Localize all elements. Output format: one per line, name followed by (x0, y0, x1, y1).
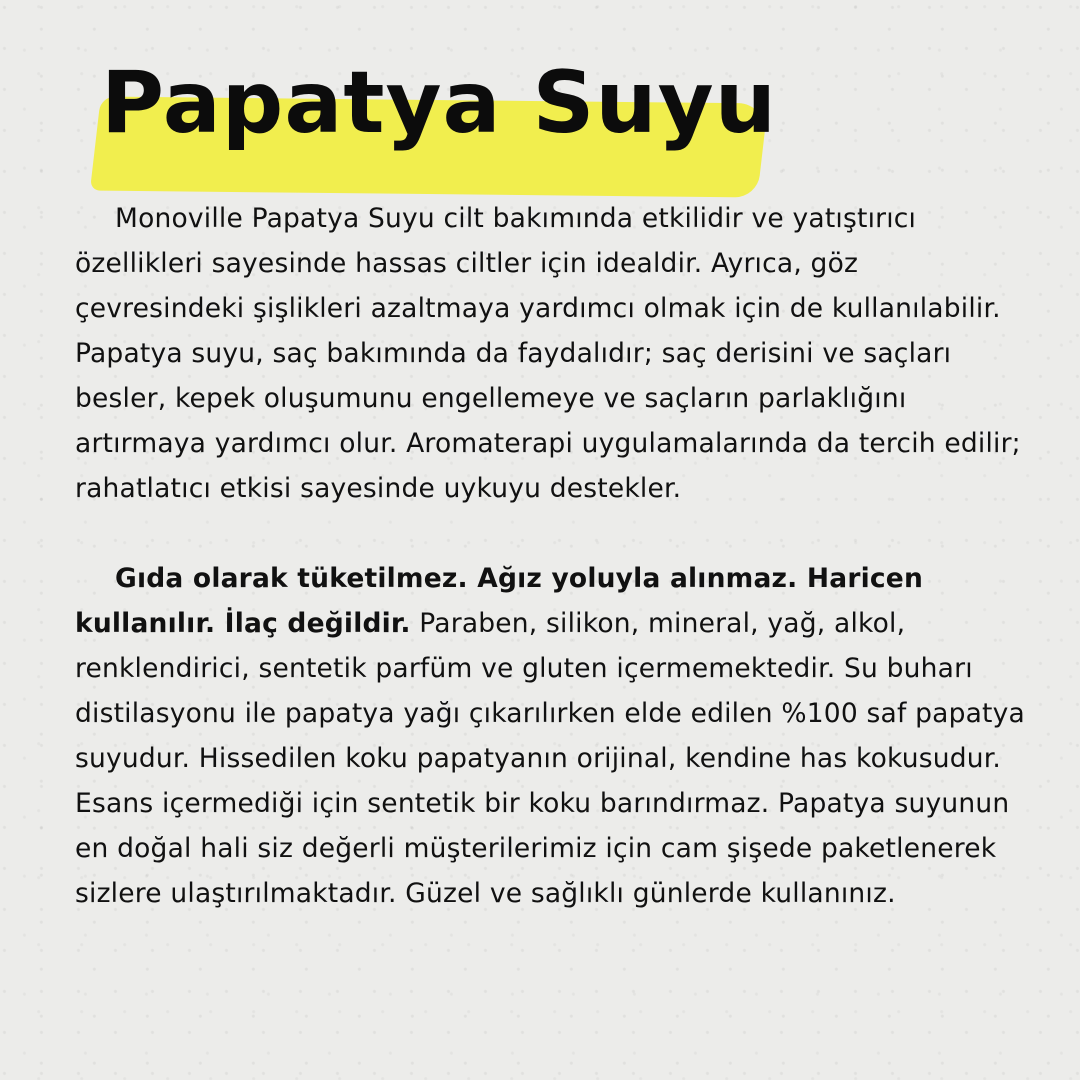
page-title: Papatya Suyu (101, 53, 777, 153)
body-text (75, 196, 1027, 916)
paragraph-intro: Monoville Papatya Suyu cilt bakımında etkilidir ve yatıştırıcı özellikleri sayesinde hassas ciltler için idealdir. Ayrıca, göz çevresindeki şişlikleri azaltmaya yardımcı olmak için de kullanılabilir. Papatya suyu, saç bakımında da faydalıdır; saç derisini ve saçları besler, kepek oluşumunu engellemeye ve saçların parlaklığını artırmaya yardımcı olur. Aromaterapi uygulamalarında da tercih edilir; rahatlatıcı etkisi sayesinde uykuyu destekler. (75, 203, 1021, 504)
title-block (95, 48, 775, 198)
paragraph-usage-warning (75, 556, 1027, 916)
paragraph-usage-text: Paraben, silikon, mineral, yağ, alkol, renklendirici, sentetik parfüm ve gluten içermemektedir. Su buharı distilasyonu ile papatya yağı çıkarılırken elde edilen %100 saf papatya suyudur. Hissedilen koku papatyanın orijinal, kendine has kokusudur. Esans içermediği için sentetik bir koku barındırmaz. Papatya suyunun en doğal hali siz değerli müşterilerimiz için cam şişede paketlenerek sizlere ulaştırılmaktadır. Güzel ve sağlıklı günlerde kullanınız. (75, 608, 1025, 909)
warning-bold-text: Gıda olarak tüketilmez. Ağız yoluyla alınmaz. Haricen kullanılır. İlaç değildir. (75, 563, 924, 639)
